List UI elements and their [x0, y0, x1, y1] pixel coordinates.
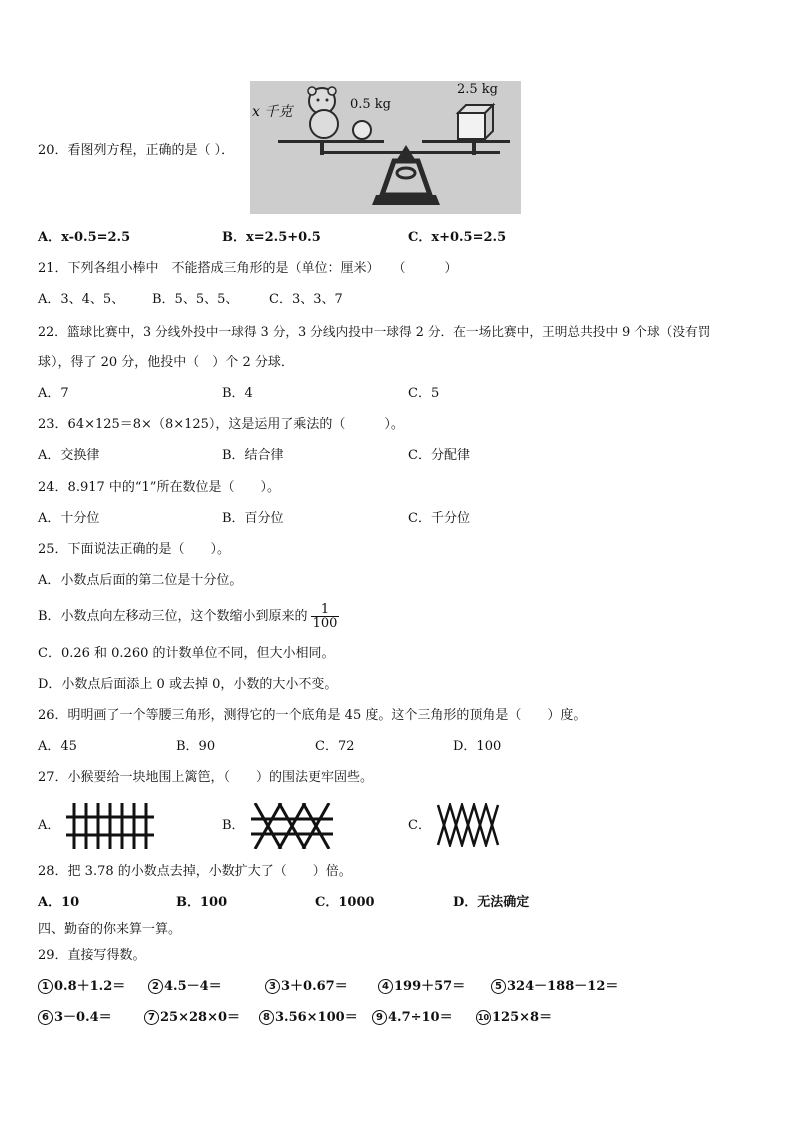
fence-zigzag-option-c [436, 803, 502, 847]
q20-option-a: A．x-0.5=2.5 [38, 230, 131, 245]
question-26-stem: 26．明明画了一个等腰三角形，测得它的一个底角是 45 度。这个三角形的顶角是（ ）度。 [38, 708, 587, 723]
circled-number: 3 [265, 979, 280, 994]
question-21-stem: 21．下列各组小棒中 不能搭成三角形的是（单位：厘米） （ ） [38, 261, 458, 276]
fence-cross-option-b [251, 803, 333, 849]
q24-option-b: B．百分位 [222, 511, 284, 526]
question-27-stem: 27．小猴要给一块地围上篱笆，（ ）的围法更牢固些。 [38, 770, 374, 785]
circled-number: 4 [378, 979, 393, 994]
circled-number: 8 [259, 1010, 274, 1025]
calc-item [265, 979, 348, 995]
q23-option-c: C．分配律 [408, 448, 470, 463]
question-20-stem: 20．看图列方程，正确的是（ ）． [38, 143, 235, 158]
fraction-numerator: 1 [311, 603, 340, 617]
q26-option-b: B．90 [176, 739, 216, 754]
q23-option-b: B．结合律 [222, 448, 284, 463]
q21-option-a: A．3、4、5、 [38, 292, 125, 307]
q22-option-b: B．4 [222, 386, 253, 401]
calc-expression: 125×8＝ [492, 1010, 553, 1025]
calc-item [378, 979, 465, 995]
calc-expression: 25×28×0＝ [160, 1010, 241, 1025]
q28-option-a: A．10 [38, 895, 80, 910]
calc-expression: 3.56×100＝ [275, 1010, 358, 1025]
q22-option-a: A．7 [38, 386, 69, 401]
calc-expression: 199＋57＝ [394, 979, 466, 994]
calc-item [491, 979, 618, 995]
q26-option-d: D．100 [453, 739, 502, 754]
question-22-line1: 22．篮球比赛中，3 分线外投中一球得 3 分，3 分线内投中一球得 2 分．在一场比赛中，王明总共投中 9 个球（没有罚 [38, 324, 711, 339]
fraction-denominator: 100 [312, 616, 338, 631]
calc-expression: 4.7÷10＝ [388, 1010, 453, 1025]
photo-right-weight: 2.5 kg [457, 82, 499, 97]
q26-option-a: A．45 [38, 739, 77, 754]
calc-expression: 3－0.4＝ [54, 1010, 112, 1025]
circled-number: 1 [38, 979, 53, 994]
section-heading: 四、勤奋的你来算一算。 [38, 922, 182, 937]
q27-option-b: B． [222, 818, 245, 833]
calc-item [148, 979, 222, 995]
calc-item [476, 1010, 552, 1026]
calc-item [38, 1010, 112, 1026]
q28-option-d: D．无法确定 [453, 895, 530, 910]
calc-item [372, 1010, 453, 1026]
q20-option-b: B．x=2.5+0.5 [222, 230, 321, 245]
q21-option-c: C．3、3、7 [269, 292, 343, 307]
q25-option-c: C．0.26 和 0.260 的计数单位不同，但大小相同。 [38, 646, 335, 661]
circled-number: 9 [372, 1010, 387, 1025]
q25-option-d: D．小数点后面添上 0 或去掉 0，小数的大小不变。 [38, 677, 338, 692]
fence-grid-option-a [66, 803, 154, 849]
calc-expression: 3＋0.67＝ [281, 979, 348, 994]
photo-x-label: x 千克 [252, 104, 293, 120]
photo-left-weight: 0.5 kg [350, 97, 392, 112]
circled-number: 2 [148, 979, 163, 994]
fraction-one-hundredth [311, 603, 340, 630]
calc-item [144, 1010, 240, 1026]
circled-number: 10 [476, 1010, 491, 1025]
question-23-stem: 23．64×125＝8×（8×125），这是运用了乘法的（ ）。 [38, 417, 404, 432]
circled-number: 5 [491, 979, 506, 994]
calc-expression: 4.5－4＝ [164, 979, 222, 994]
calc-item [259, 1010, 358, 1026]
q22-option-c: C．5 [408, 386, 440, 401]
question-28-stem: 28．把 3.78 的小数点去掉，小数扩大了（ ）倍。 [38, 864, 352, 879]
q27-option-c: C． [408, 818, 431, 833]
calc-expression: 0.8＋1.2＝ [54, 979, 126, 994]
calc-expression: 324－188－12＝ [507, 979, 619, 994]
q28-option-b: B．100 [176, 895, 228, 910]
q25-option-a: A．小数点后面的第二位是十分位。 [38, 573, 243, 588]
q28-option-c: C．1000 [315, 895, 375, 910]
balance-scale-photo [250, 81, 521, 214]
q25-option-b [38, 600, 339, 634]
q26-option-c: C．72 [315, 739, 355, 754]
question-29-stem: 29．直接写得数。 [38, 948, 146, 963]
q23-option-a: A．交换律 [38, 448, 100, 463]
q24-option-a: A．十分位 [38, 511, 100, 526]
q24-option-c: C．千分位 [408, 511, 470, 526]
q20-option-c: C．x+0.5=2.5 [408, 230, 507, 245]
question-24-stem: 24．8.917 中的“1”所在数位是（ ）。 [38, 480, 280, 495]
circled-number: 7 [144, 1010, 159, 1025]
q25-option-b-text: B．小数点向左移动三位，这个数缩小到原来的 [38, 609, 308, 624]
q21-option-b: B．5、5、5、 [152, 292, 239, 307]
question-22-line2: 球），得了 20 分，他投中（ ）个 2 分球． [38, 355, 294, 370]
question-25-stem: 25．下面说法正确的是（ ）。 [38, 542, 231, 557]
q27-option-a: A． [38, 818, 61, 833]
calc-item [38, 979, 125, 995]
circled-number: 6 [38, 1010, 53, 1025]
